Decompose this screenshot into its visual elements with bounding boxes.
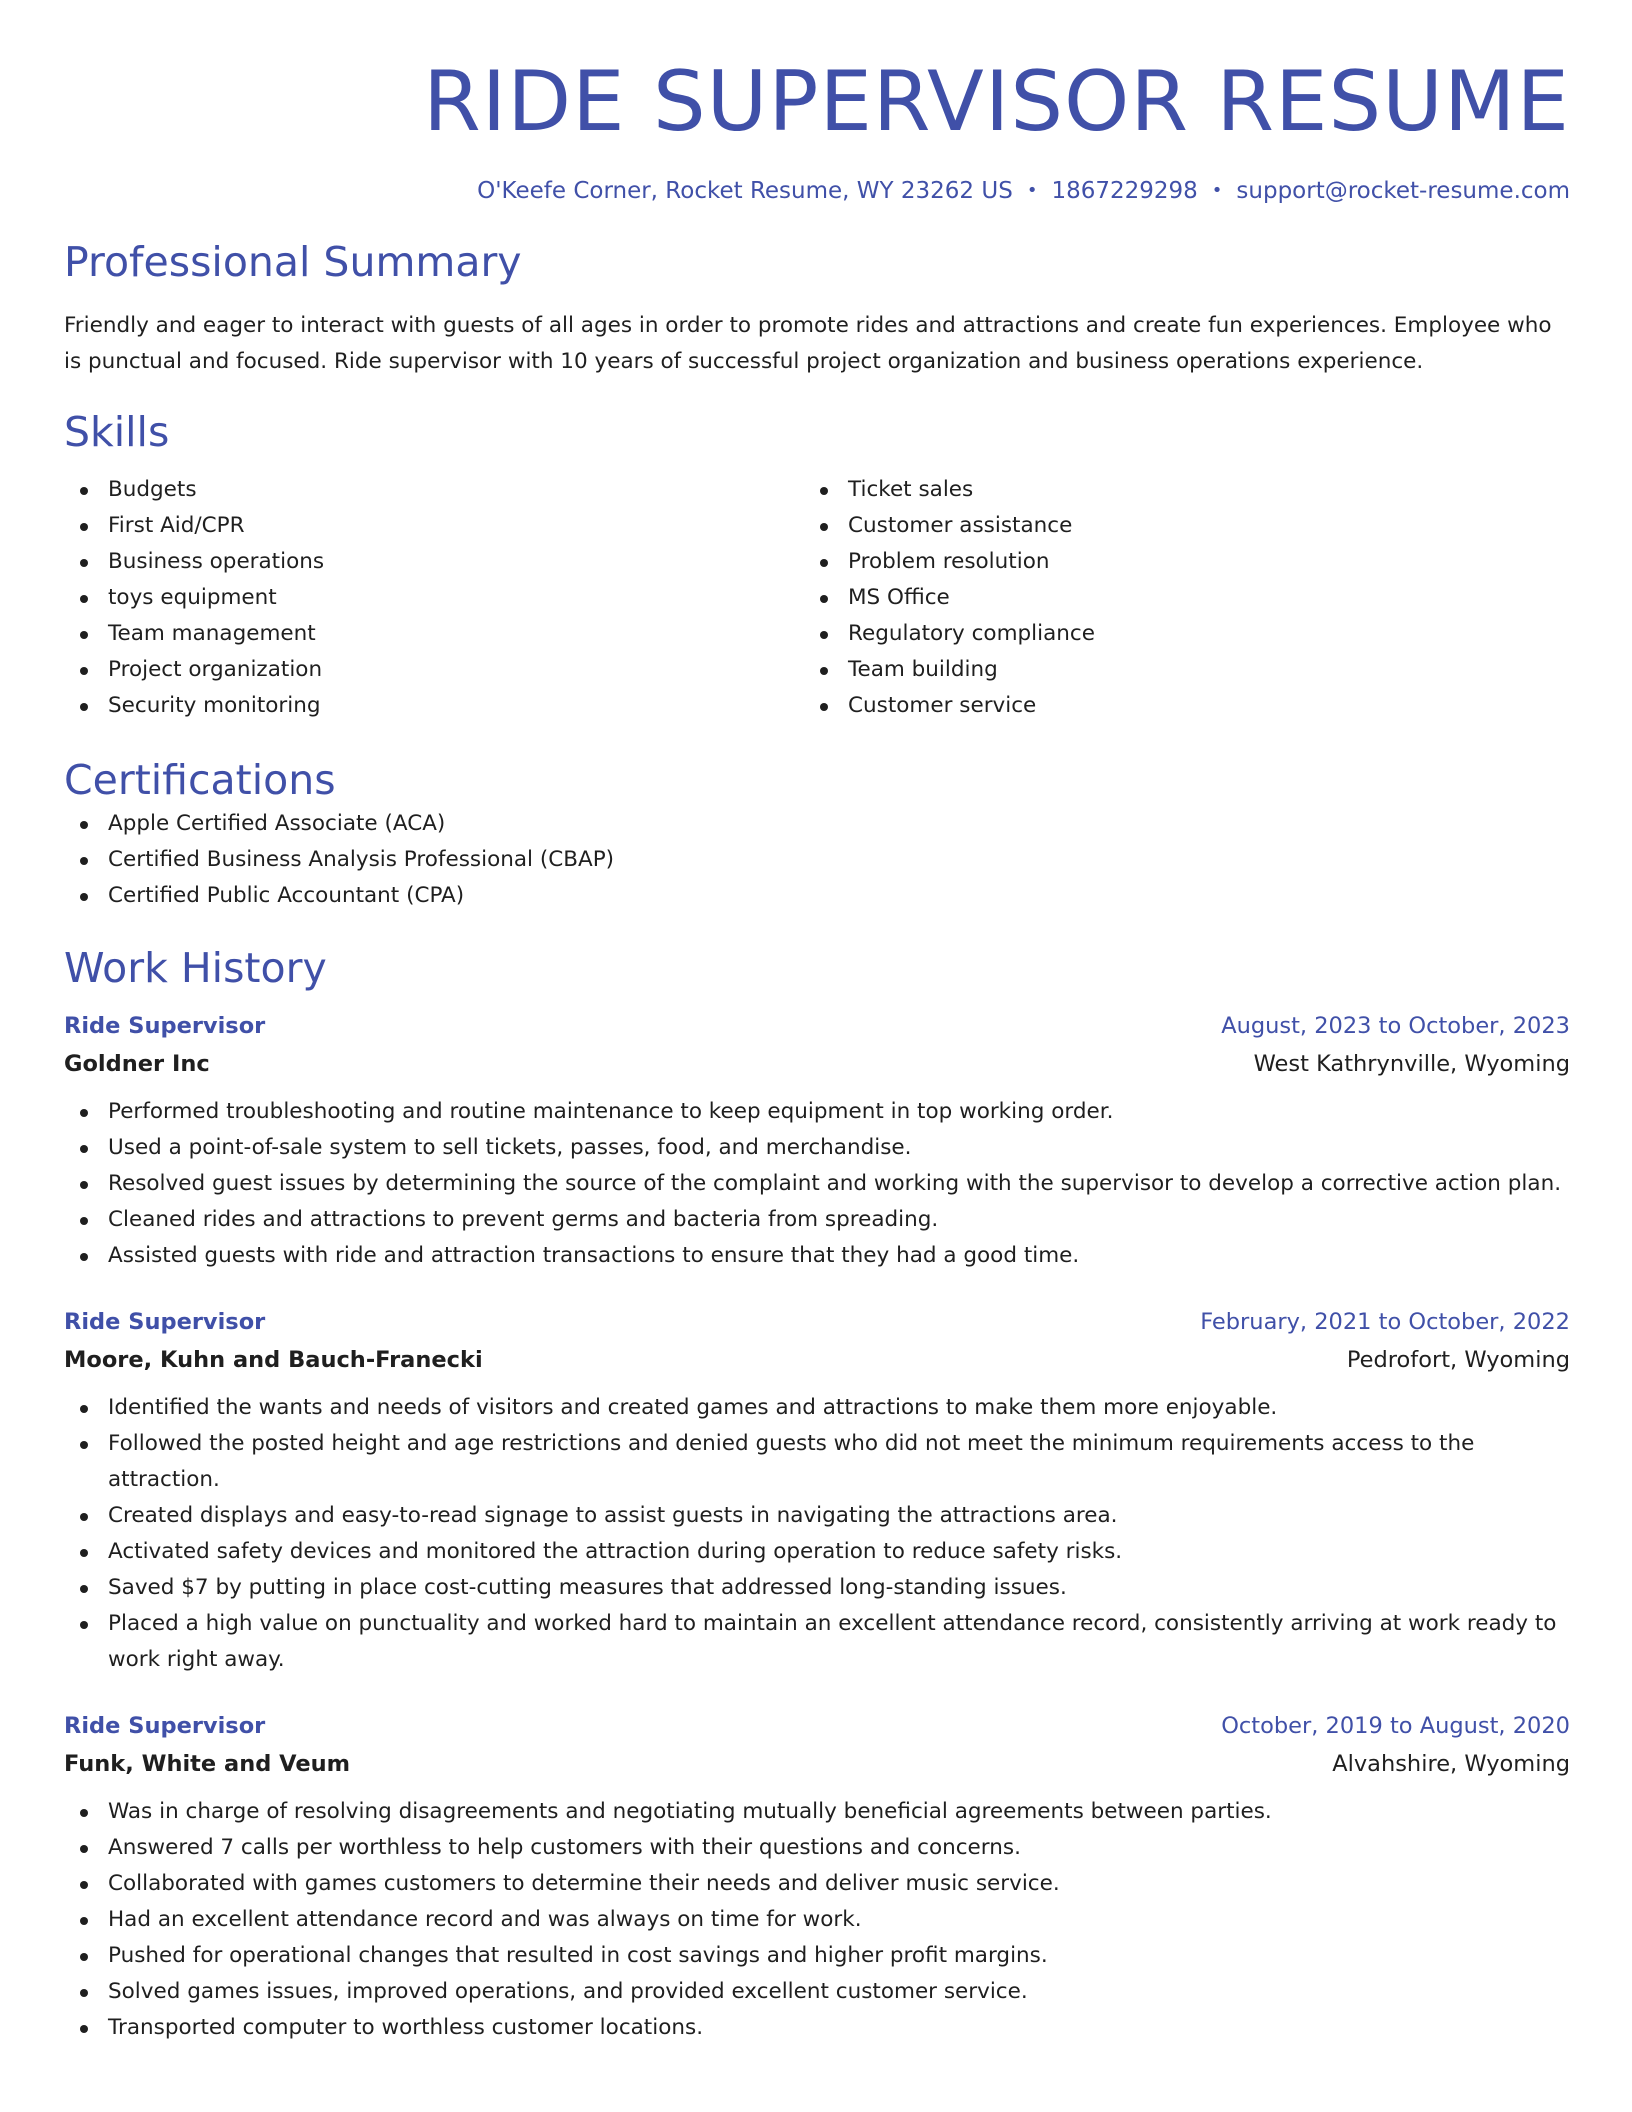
- resume-title: RIDE SUPERVISOR RESUME: [423, 53, 1570, 150]
- job-header: [64, 1008, 1570, 1044]
- job-company: Funk, White and Veum: [64, 1751, 351, 1777]
- job-header: [64, 1304, 1570, 1340]
- job-bullet: Had an excellent attendance record and was always on time for work.: [64, 1902, 1570, 1938]
- contact-line: [64, 176, 1570, 206]
- job-bullet: Placed a high value on punctuality and worked hard to maintain an excellent attendance record, consistently arriving at work ready to work right away.: [64, 1606, 1570, 1678]
- job-location: Pedrofort, Wyoming: [1346, 1347, 1570, 1373]
- job-title: Ride Supervisor: [64, 1713, 266, 1739]
- job-bullet: Cleaned rides and attractions to prevent germs and bacteria from spreading.: [64, 1202, 1570, 1238]
- job-title: Ride Supervisor: [64, 1309, 266, 1335]
- job-company: Moore, Kuhn and Bauch-Franecki: [64, 1347, 483, 1373]
- job-entry: [64, 1008, 1570, 1274]
- skills-list-left: [64, 472, 804, 724]
- skill-item: Customer assistance: [804, 508, 1544, 544]
- certification-item: Apple Certified Associate (ACA): [64, 806, 1570, 842]
- job-bullet: Answered 7 calls per worthless to help customers with their questions and concerns.: [64, 1830, 1570, 1866]
- skill-item: Customer service: [804, 688, 1544, 724]
- job-entry: [64, 1708, 1570, 2046]
- job-dates: February, 2021 to October, 2022: [1200, 1309, 1570, 1335]
- contact-address: O'Keefe Corner, Rocket Resume, WY 23262 US: [477, 178, 1013, 204]
- certification-item: Certified Public Accountant (CPA): [64, 878, 1570, 914]
- job-dates: August, 2023 to October, 2023: [1221, 1013, 1570, 1039]
- job-bullet: Solved games issues, improved operations, and provided excellent customer service.: [64, 1974, 1570, 2010]
- skills-list-right: [804, 472, 1544, 724]
- skills-grid: [64, 472, 1570, 724]
- skills-heading: Skills: [64, 408, 170, 456]
- skill-item: First Aid/CPR: [64, 508, 804, 544]
- job-bullet: Resolved guest issues by determining the source of the complaint and working with the supervisor to develop a corrective action plan.: [64, 1166, 1570, 1202]
- job-bullet: Used a point-of-sale system to sell tickets, passes, food, and merchandise.: [64, 1130, 1570, 1166]
- skill-item: Team building: [804, 652, 1544, 688]
- skill-item: Problem resolution: [804, 544, 1544, 580]
- job-subheader: [64, 1044, 1570, 1084]
- job-bullet: Created displays and easy-to-read signage to assist guests in navigating the attractions area.: [64, 1498, 1570, 1534]
- skill-item: Team management: [64, 616, 804, 652]
- job-bullet: Identified the wants and needs of visitors and created games and attractions to make them more enjoyable.: [64, 1390, 1570, 1426]
- job-entry: [64, 1304, 1570, 1678]
- job-bullets: [64, 1094, 1570, 1274]
- skill-item: Security monitoring: [64, 688, 804, 724]
- job-header: [64, 1708, 1570, 1744]
- job-location: West Kathrynville, Wyoming: [1253, 1051, 1570, 1077]
- job-bullets: [64, 1390, 1570, 1678]
- job-bullets: [64, 1794, 1570, 2046]
- job-bullet: Followed the posted height and age restrictions and denied guests who did not meet the minimum requirements access to the attraction.: [64, 1426, 1570, 1498]
- job-bullet: Was in charge of resolving disagreements and negotiating mutually beneficial agreements between parties.: [64, 1794, 1570, 1830]
- job-bullet: Activated safety devices and monitored the attraction during operation to reduce safety risks.: [64, 1534, 1570, 1570]
- skill-item: Business operations: [64, 544, 804, 580]
- job-location: Alvahshire, Wyoming: [1332, 1751, 1570, 1777]
- skill-item: Budgets: [64, 472, 804, 508]
- job-bullet: Collaborated with games customers to determine their needs and deliver music service.: [64, 1866, 1570, 1902]
- skill-item: MS Office: [804, 580, 1544, 616]
- job-bullet: Saved $7 by putting in place cost-cutting measures that addressed long-standing issues.: [64, 1570, 1570, 1606]
- work-history-heading: Work History: [64, 944, 327, 992]
- certifications-list: [64, 806, 1570, 914]
- contact-separator: •: [1026, 180, 1038, 201]
- certifications-heading: Certifications: [64, 756, 336, 804]
- contact-phone: 1867229298: [1051, 178, 1198, 204]
- contact-separator: •: [1211, 180, 1223, 201]
- job-bullet: Transported computer to worthless customer locations.: [64, 2010, 1570, 2046]
- job-company: Goldner Inc: [64, 1051, 210, 1077]
- contact-email: support@rocket-resume.com: [1236, 178, 1570, 204]
- job-bullet: Pushed for operational changes that resulted in cost savings and higher profit margins.: [64, 1938, 1570, 1974]
- summary-heading: Professional Summary: [64, 238, 522, 286]
- job-subheader: [64, 1744, 1570, 1784]
- resume-header: [64, 52, 1570, 206]
- skill-item: Regulatory compliance: [804, 616, 1544, 652]
- job-subheader: [64, 1340, 1570, 1380]
- skill-item: Project organization: [64, 652, 804, 688]
- certification-item: Certified Business Analysis Professional (CBAP): [64, 842, 1570, 878]
- job-title: Ride Supervisor: [64, 1013, 266, 1039]
- summary-text: Friendly and eager to interact with guests of all ages in order to promote rides and attractions and create fun experiences. Employee who is punctual and focused. Ride supervisor with 10 years of successful project organization and business operations experience.: [64, 313, 1552, 374]
- job-dates: October, 2019 to August, 2020: [1221, 1713, 1570, 1739]
- job-bullet: Performed troubleshooting and routine maintenance to keep equipment in top working order.: [64, 1094, 1570, 1130]
- skill-item: Ticket sales: [804, 472, 1544, 508]
- skill-item: toys equipment: [64, 580, 804, 616]
- job-bullet: Assisted guests with ride and attraction transactions to ensure that they had a good time.: [64, 1238, 1570, 1274]
